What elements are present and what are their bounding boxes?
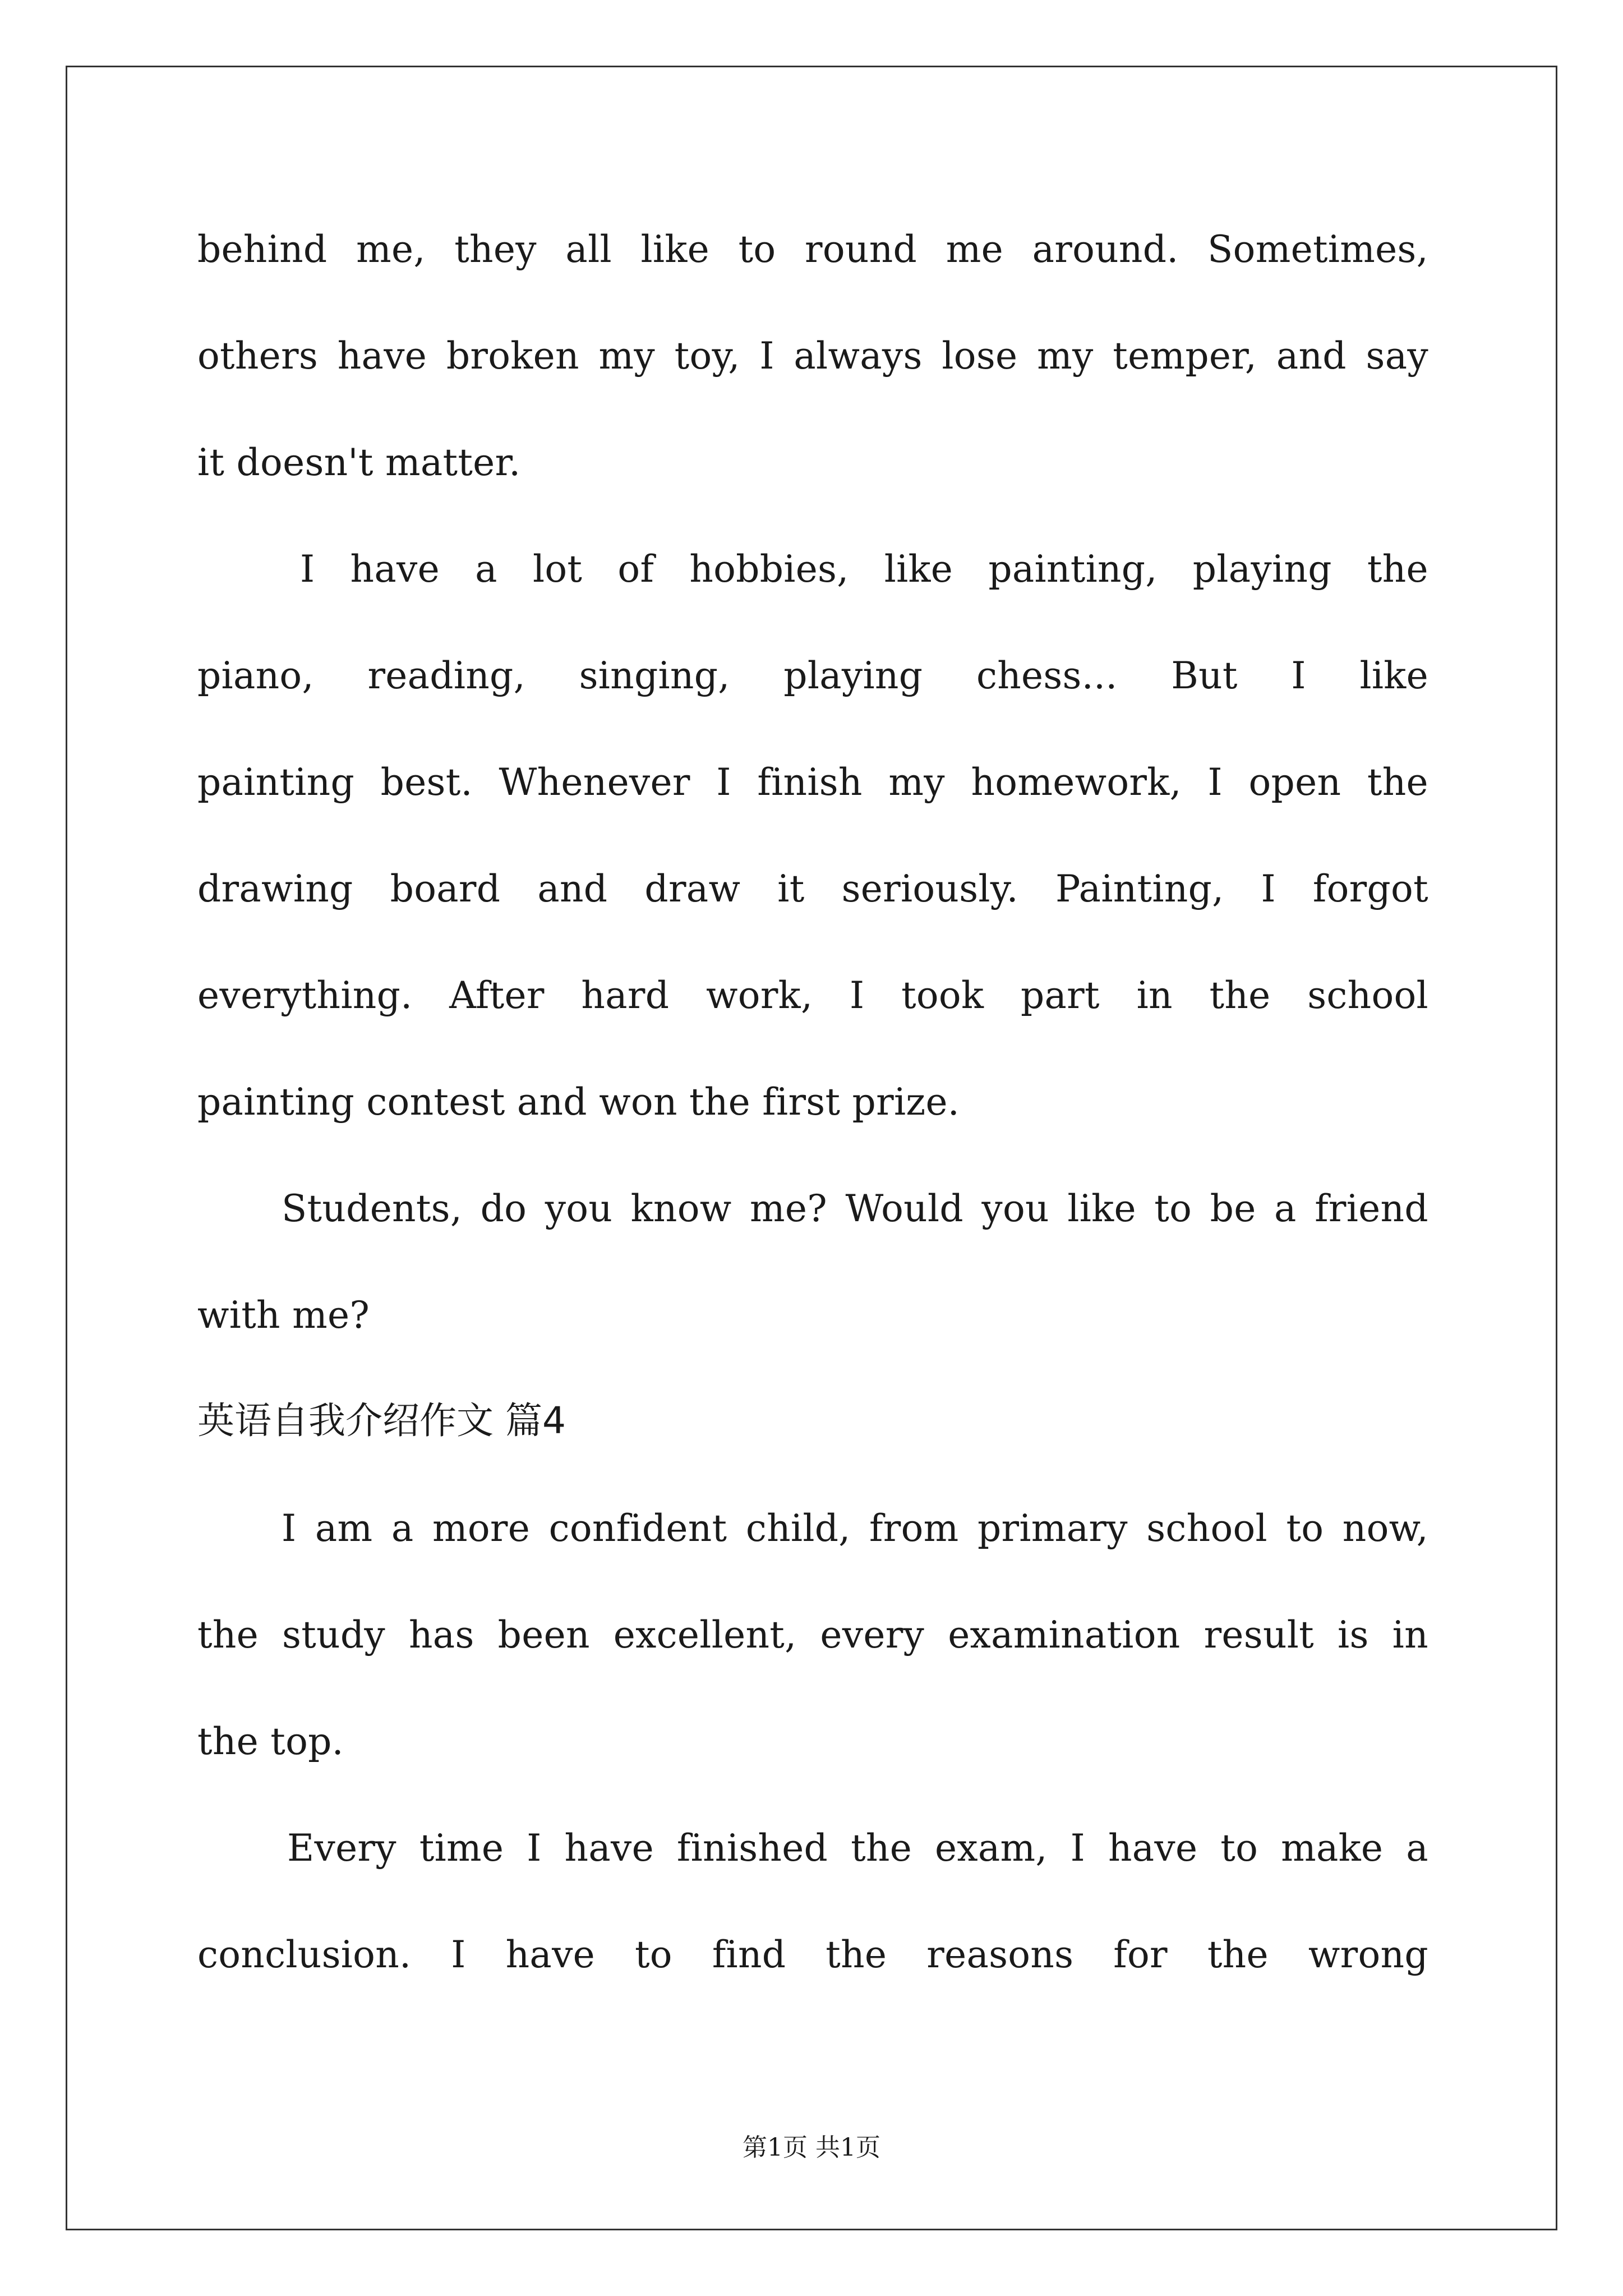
word: the <box>826 1933 887 1976</box>
word: in <box>1136 974 1173 1017</box>
word: playing <box>783 654 923 697</box>
word: the <box>851 1826 912 1870</box>
word: know <box>630 1187 732 1230</box>
text-line: painting contest and won the first prize. <box>197 1080 960 1124</box>
word: Sometimes, <box>1207 228 1428 271</box>
word: draw <box>644 867 741 910</box>
word: singing, <box>579 654 730 697</box>
word: like <box>1067 1187 1136 1230</box>
text-line: with me? <box>197 1294 370 1337</box>
word: of <box>617 547 654 591</box>
word: do <box>480 1187 527 1230</box>
word: others <box>197 334 319 378</box>
text-line: it doesn't matter. <box>197 441 521 484</box>
word: like <box>640 228 709 271</box>
word: hobbies, <box>689 547 849 591</box>
word: my <box>1037 334 1094 378</box>
word: best. <box>380 761 473 804</box>
word: me, <box>356 228 426 271</box>
word: like <box>1359 654 1428 697</box>
word: playing <box>1192 547 1332 591</box>
word: finish <box>757 761 863 804</box>
word: me? <box>750 1187 827 1230</box>
word: I <box>1291 654 1306 697</box>
text-line <box>287 1826 1428 1870</box>
word: I <box>451 1933 466 1976</box>
word: the <box>1367 761 1428 804</box>
word: they <box>454 228 537 271</box>
word: forgot <box>1312 867 1428 910</box>
word: work, <box>706 974 813 1017</box>
word: piano, <box>197 654 314 697</box>
word: school <box>1307 974 1428 1017</box>
word: After <box>449 974 545 1017</box>
word: time <box>419 1826 504 1870</box>
word: I <box>1261 867 1276 910</box>
word: to <box>738 228 776 271</box>
word: school <box>1146 1507 1267 1550</box>
word: and <box>1276 334 1347 378</box>
page-border <box>66 66 1557 2230</box>
word: reasons <box>926 1933 1074 1976</box>
word: you <box>981 1187 1049 1230</box>
word: the <box>1209 974 1271 1017</box>
word: have <box>337 334 427 378</box>
word: am <box>315 1507 373 1550</box>
word: part <box>1020 974 1100 1017</box>
text-line <box>197 761 1428 804</box>
word: painting <box>197 761 354 804</box>
word: drawing <box>197 867 353 910</box>
section-heading: 英语自我介绍作文 篇4 <box>197 1399 566 1442</box>
word: I <box>759 334 774 378</box>
word: behind <box>197 228 328 271</box>
text-line <box>300 547 1428 591</box>
word: seriously. <box>841 867 1018 910</box>
word: open <box>1248 761 1341 804</box>
word: broken <box>446 334 579 378</box>
word: now, <box>1342 1507 1428 1550</box>
word: result <box>1204 1613 1314 1657</box>
word: I <box>282 1507 297 1550</box>
word: reading, <box>367 654 525 697</box>
text-line <box>197 867 1428 910</box>
word: Would <box>845 1187 963 1230</box>
word: lose <box>942 334 1018 378</box>
text-line <box>197 974 1428 1017</box>
word: more <box>432 1507 531 1550</box>
page-number: 第1页 共1页 <box>743 2133 880 2162</box>
word: child, <box>745 1507 851 1550</box>
word: the <box>1367 547 1428 591</box>
word: conclusion. <box>197 1933 412 1976</box>
word: me <box>946 228 1003 271</box>
word: have <box>505 1933 596 1976</box>
word: has <box>409 1613 474 1657</box>
word: and <box>537 867 608 910</box>
word: you <box>545 1187 613 1230</box>
word: to <box>1154 1187 1192 1230</box>
word: from <box>869 1507 959 1550</box>
word: wrong <box>1308 1933 1428 1976</box>
word: study <box>282 1613 385 1657</box>
word: round <box>805 228 917 271</box>
word: a <box>391 1507 414 1550</box>
word: friend <box>1315 1187 1428 1230</box>
word: for <box>1113 1933 1168 1976</box>
word: the <box>197 1613 259 1657</box>
word: temper, <box>1113 334 1257 378</box>
word: always <box>794 334 923 378</box>
word: chess... <box>976 654 1118 697</box>
word: Whenever <box>499 761 690 804</box>
word: excellent, <box>613 1613 797 1657</box>
word: make <box>1281 1826 1384 1870</box>
word: a <box>1406 1826 1428 1870</box>
word: I <box>527 1826 542 1870</box>
word: Students, <box>282 1187 463 1230</box>
word: Painting, <box>1055 867 1224 910</box>
word: took <box>901 974 984 1017</box>
text-line <box>282 1187 1428 1230</box>
word: find <box>712 1933 786 1976</box>
text-line <box>282 1507 1428 1550</box>
text-line <box>197 654 1428 697</box>
word: confident <box>548 1507 727 1550</box>
word: to <box>634 1933 672 1976</box>
word: have <box>350 547 440 591</box>
word: exam, <box>935 1826 1048 1870</box>
word: around. <box>1032 228 1179 271</box>
word: I <box>1207 761 1223 804</box>
word: board <box>390 867 501 910</box>
word: the <box>1207 1933 1269 1976</box>
text-line <box>197 1933 1428 1976</box>
word: have <box>564 1826 654 1870</box>
word: a <box>475 547 497 591</box>
word: hard <box>581 974 670 1017</box>
word: to <box>1220 1826 1258 1870</box>
word: to <box>1286 1507 1324 1550</box>
word: is <box>1338 1613 1369 1657</box>
text-line <box>197 1613 1428 1657</box>
word: Every <box>287 1826 396 1870</box>
word: like <box>884 547 953 591</box>
word: homework, <box>971 761 1182 804</box>
word: say <box>1366 334 1428 378</box>
word: I <box>849 974 865 1017</box>
word: it <box>777 867 805 910</box>
text-line: the top. <box>197 1720 344 1763</box>
word: I <box>1070 1826 1086 1870</box>
text-line <box>197 334 1428 378</box>
word: lot <box>532 547 583 591</box>
word: examination <box>948 1613 1181 1657</box>
word: I <box>716 761 731 804</box>
word: a <box>1274 1187 1297 1230</box>
word: my <box>888 761 945 804</box>
word: all <box>565 228 612 271</box>
word: be <box>1210 1187 1256 1230</box>
word: I <box>300 547 315 591</box>
word: primary <box>978 1507 1128 1550</box>
word: every <box>820 1613 925 1657</box>
word: But <box>1171 654 1238 697</box>
text-line <box>197 228 1428 271</box>
word: toy, <box>674 334 740 378</box>
word: my <box>598 334 655 378</box>
word: everything. <box>197 974 413 1017</box>
word: finished <box>676 1826 828 1870</box>
word: in <box>1392 1613 1428 1657</box>
word: have <box>1108 1826 1198 1870</box>
word: painting, <box>988 547 1158 591</box>
word: been <box>497 1613 590 1657</box>
